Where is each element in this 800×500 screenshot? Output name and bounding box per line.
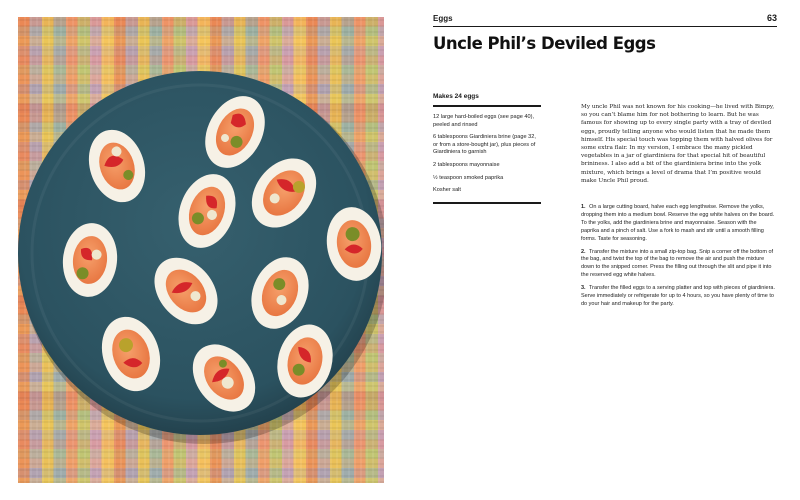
step-number: 3.	[581, 285, 586, 292]
ingredients-block	[433, 93, 541, 204]
ingredients-divider	[433, 202, 541, 204]
ingredient-item: Kosher salt	[433, 187, 461, 194]
page-number: 63	[766, 13, 777, 23]
step-text: On a large cutting board, halve each egg lengthwise. Remove the yolks, dropping them into a medium bowl. Reserve the egg white halves on the board. To the yolks, add the giardiniera brine and mayonnaise. Season with the paprika and a pinch of salt. Use a fork to mash and stir until a smooth filling forms. Taste for seasoning.	[581, 204, 775, 242]
ingredient-item: 12 large hard-boiled eggs (see page 40), peeled and rinsed	[433, 114, 535, 128]
recipe-intro: My uncle Phil was not known for his cooking—he lived with Bimpy, so you can’t blame him for not bothering to learn. But he was famous for showing up to every single party with a tray of deviled eggs, proudly telling anyone who would listen that he made them himself. His special touch was topping them with halved olives for some extra flair. In my version, I embrace the many pickled vegetables in a jar of giardiniera for that special hit of beautiful brininess. I also add a bit of the giardiniera brine into the yolk mixture, which brings a level of drama that I’m positive would make Uncle Phil proud.	[581, 104, 775, 184]
deviled-eggs-photo	[18, 17, 384, 483]
recipe-title: Uncle Phil’s Deviled Eggs	[433, 34, 656, 53]
step-text: Transfer the mixture into a small zip-top bag. Snip a corner off the bottom of the bag, and twist the top of the bag to remove the air and push the mixture down to the snipped corner. Press the filling out through the slit and pipe it into the reserved egg white halves.	[581, 248, 774, 279]
yield-label: Makes 24 eggs	[433, 93, 541, 107]
step-number: 2.	[581, 248, 586, 255]
steps-list	[581, 204, 775, 314]
step-item	[581, 285, 775, 309]
running-head	[433, 14, 777, 27]
step-number: 1.	[581, 204, 586, 210]
step-item	[581, 249, 775, 281]
section-label: Eggs	[433, 14, 453, 23]
ingredient-item: ½ teaspoon smoked paprika	[433, 174, 504, 181]
ingredient-item: 2 tablespoons mayonnaise	[433, 161, 500, 168]
step-item	[581, 204, 775, 244]
step-text: Transfer the filled eggs to a serving platter and top with pieces of giardiniera. Serve immediately or refrigerate for up to 4 hours, so you have plenty of time to do your hair and makeup for the party.	[581, 285, 776, 307]
ingredient-item: 6 tablespoons Giardiniera brine (page 32, or from a store-bought jar), plus pieces of Giardiniera to garnish	[433, 134, 536, 156]
plate-illustration	[18, 17, 384, 483]
ingredients-list	[433, 107, 541, 195]
